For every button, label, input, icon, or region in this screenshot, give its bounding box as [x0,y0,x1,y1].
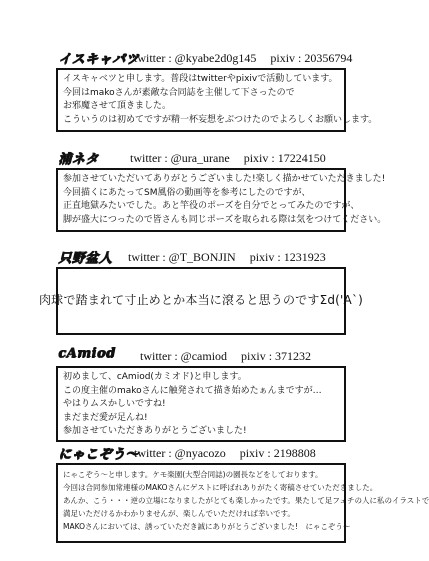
twitter-handle: twitter : @T_BONJIN [128,250,236,264]
comment-line: 参加させていただいてありがとうございました!楽しく描かせていただきました! [63,174,386,184]
artist-name: にゃこぞう〜 [58,447,139,462]
comment-line: 肉球で踏まれて寸止めとか本当に滾ると思うのですΣd('A`) [38,293,364,308]
pixiv-id: pixiv : 17224150 [243,151,326,165]
comment-line: やはりムスかしいですね! [63,399,166,409]
comment-line: まだまだ愛が足んね! [63,412,148,423]
pixiv-id: pixiv : 1231923 [249,250,326,264]
comment-box [56,68,378,132]
artist-links [140,349,311,364]
comment-line: 正直地獄みたいでした。あと竿役のポーズを自分でとってみたのですが、 [63,201,360,211]
twitter-handle: twitter : @kyabe2d0g145 [134,51,257,65]
artist-entry-2 [0,146,400,225]
entry-header [0,344,400,368]
comment-line: イスキャベツと申します。普段はtwitterやpixivで活動しています。 [63,74,338,84]
comment-box [56,168,387,232]
entry-header [0,245,400,269]
twitter-handle: twitter : @ura_urane [130,151,230,165]
comment-line: 今回は合同参加常連様のMAKOさんにゲストに呼ばれありがたく寄稿させていただきました。 [63,483,378,492]
comment-box [38,267,364,335]
pixiv-id: pixiv : 371232 [241,349,312,363]
artist-entry-1 [0,46,400,125]
comment-line: 満足いただけるかわかりませんが、楽しんでいただければ幸いです。 [63,509,295,518]
artist-links [134,51,352,66]
comment-line: 脚が盛大につったので皆さんも同じポーズを取られる際は気をつけてください。 [63,214,387,225]
artist-links [128,250,326,265]
comment-line: お邪魔させて頂きました。 [63,101,172,111]
comment-line: 初めまして、cAmiod(カミオド)と申します。 [63,372,247,382]
artist-name: 浦ネタ [58,152,99,167]
comment-box [56,366,346,442]
comment-line: にゃこぞう〜と申します。ケモ楽園(大型合同誌)の園長などをしております。 [63,470,323,479]
twitter-handle: twitter : @camiod [140,349,228,363]
artist-entry-3 [0,245,400,308]
artist-links [130,151,326,166]
twitter-handle: twitter : @nyacozo [134,446,226,460]
entry-header [0,441,400,465]
artist-name: イスキャパツ [58,52,139,67]
artist-entry-4 [0,344,400,436]
entry-header [0,46,400,70]
artist-name: 只野盆人 [58,251,113,266]
comment-line: 今回はmakoさんが素敵な合同誌を主催して下さったので [63,87,295,98]
comment-line: この度主催のmakoさんに触発されて描き始めたぁんまですが… [63,385,322,396]
comment-line: あんか、こう・・・逆の立場になりましたがとても楽しかったです。果たして足フェチの人に私のイラストで [63,496,429,505]
artist-name: cAmiod [58,346,116,361]
pixiv-id: pixiv : 2198808 [239,446,316,460]
comment-line: MAKOさんにおいては、誘っていただき誠にありがとうございました! にゃこぞう〜 [63,522,351,531]
comment-line: 参加させていただきありがとうございました! [63,426,247,436]
artist-entry-5 [0,441,429,531]
comment-line: こういうのは初めてですが精一杯妄想をぶつけたのでよろしくお願いします。 [63,114,378,125]
comment-line: 今回描くにあたってSM風俗の動画等を参考にしたのですが、 [63,187,311,198]
artist-links [134,446,316,461]
comment-box [56,463,429,543]
entry-header [0,146,400,170]
pixiv-id: pixiv : 20356794 [270,51,353,65]
